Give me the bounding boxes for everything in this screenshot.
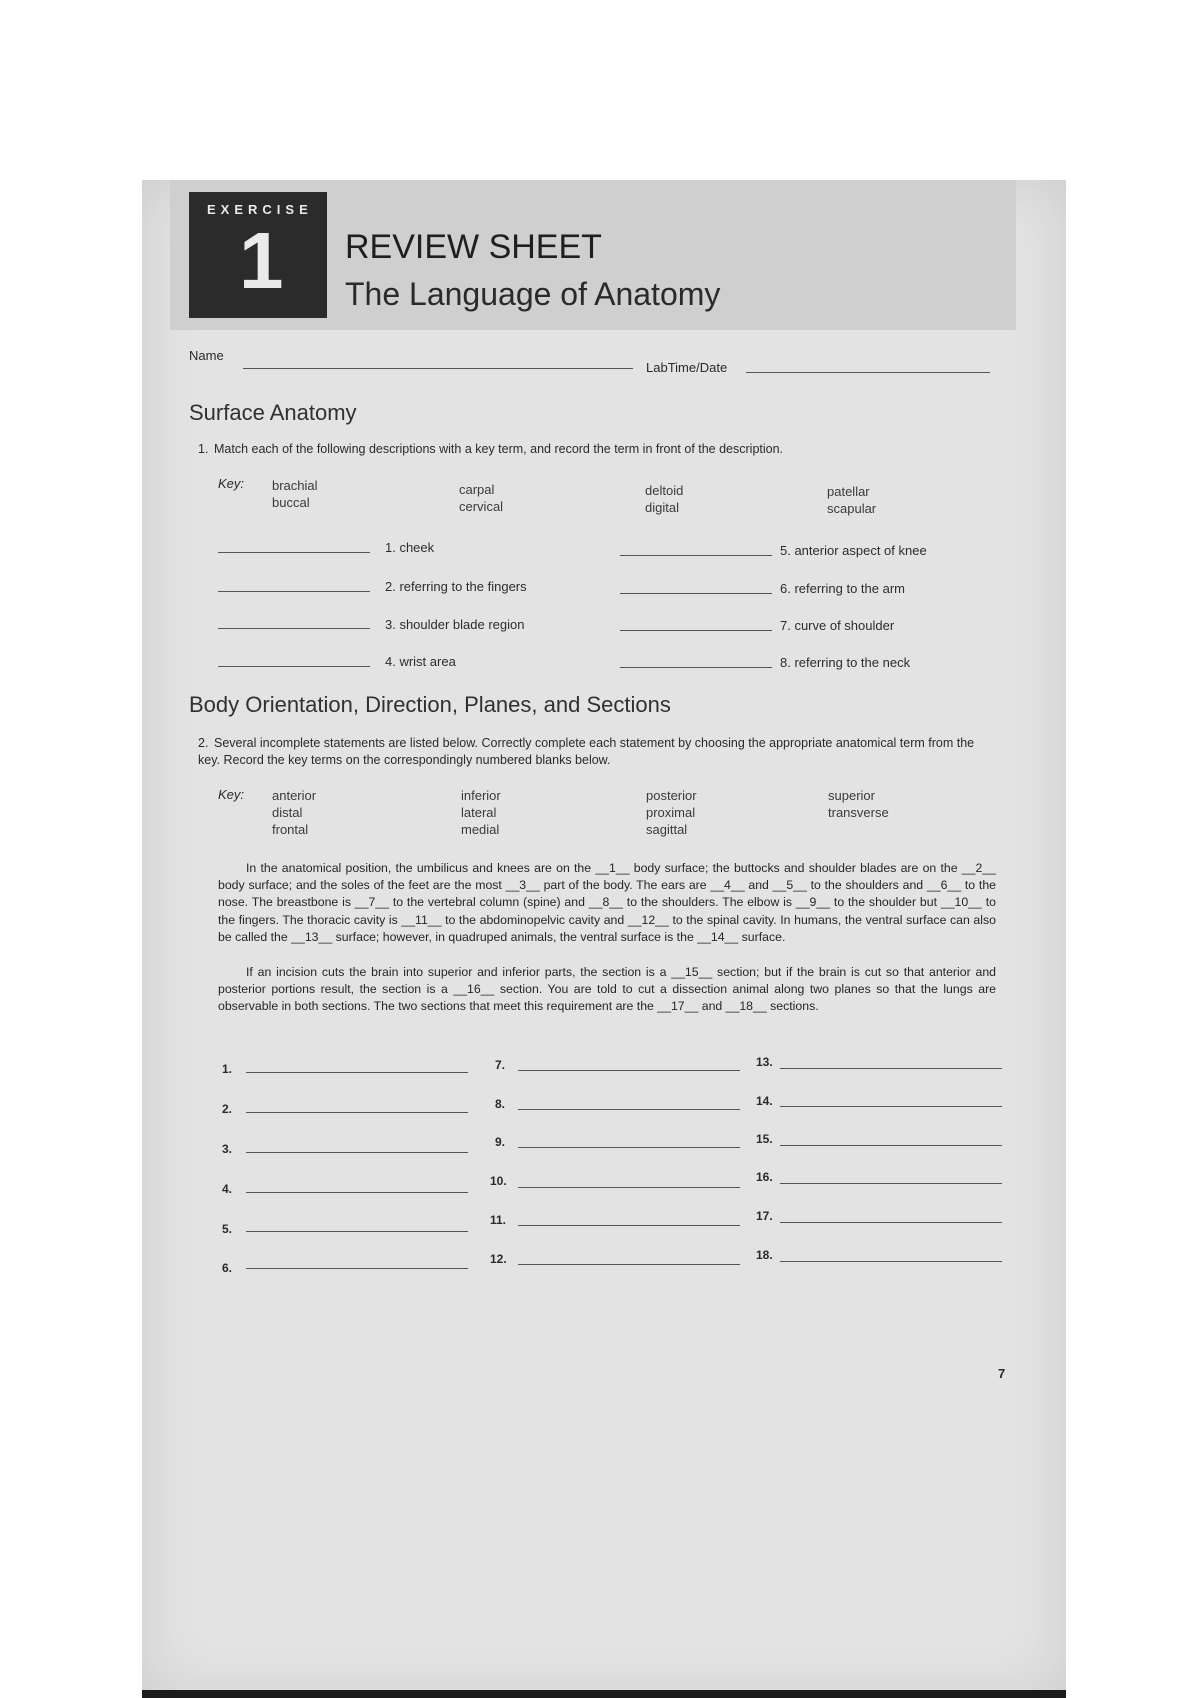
key-label: Key: (218, 476, 245, 491)
section-title-body-orientation: Body Orientation, Direction, Planes, and Sections (189, 692, 671, 717)
name-field[interactable] (243, 368, 633, 369)
key-term: inferior (461, 788, 501, 803)
answer-blank[interactable] (518, 1264, 740, 1265)
answer-number: 14. (756, 1094, 773, 1108)
question-text: Several incomplete statements are listed below. Correctly complete each statement by choosing the appropriate anatomical term from the key. Record the key terms on the correspondingly numbered blanks below. (198, 736, 975, 767)
key-term: patellar (827, 484, 870, 499)
answer-number: 15. (756, 1132, 773, 1146)
answer-number: 4. (222, 1182, 233, 1196)
answer-blank[interactable] (246, 1112, 468, 1113)
answer-blank[interactable] (218, 591, 370, 592)
key-term: brachial (272, 478, 318, 493)
question-2-instruction (198, 735, 994, 769)
answer-blank[interactable] (780, 1222, 1002, 1223)
review-sheet-title: REVIEW SHEET (345, 228, 602, 266)
key-column (272, 477, 318, 511)
answer-number: 11. (490, 1213, 507, 1227)
answer-blank[interactable] (780, 1261, 1002, 1262)
exercise-subtitle: The Language of Anatomy (345, 276, 721, 312)
answer-blank[interactable] (780, 1145, 1002, 1146)
answer-number: 13. (756, 1055, 773, 1069)
key-column (827, 483, 876, 517)
key-term: cervical (459, 499, 504, 514)
answer-number: 8. (495, 1097, 506, 1111)
page-bottom-edge (142, 1690, 1066, 1698)
key-term: buccal (272, 495, 310, 510)
exercise-number: 1 (239, 216, 284, 305)
answer-blank[interactable] (218, 628, 370, 629)
key-term: lateral (461, 805, 497, 820)
answer-blank[interactable] (780, 1183, 1002, 1184)
answer-number: 12. (490, 1252, 507, 1266)
answer-number: 16. (756, 1170, 773, 1184)
key-label: Key: (218, 787, 245, 802)
key-column (459, 481, 503, 515)
answer-number: 6. (222, 1261, 233, 1275)
answer-blank[interactable] (518, 1070, 740, 1071)
answer-number: 9. (495, 1135, 506, 1149)
answer-number: 5. (222, 1222, 233, 1236)
answer-number: 17. (756, 1209, 773, 1223)
name-label: Name (189, 348, 224, 363)
key-term: medial (461, 822, 500, 837)
key-term: frontal (272, 822, 309, 837)
answer-blank[interactable] (620, 667, 772, 668)
statement-paragraph (218, 964, 996, 1016)
match-item: 2. referring to the fingers (385, 579, 527, 594)
key-term: posterior (646, 788, 697, 803)
match-item: 3. shoulder blade region (385, 617, 525, 632)
key-term: superior (828, 788, 875, 803)
answer-blank[interactable] (218, 666, 370, 667)
answer-number: 7. (495, 1058, 506, 1072)
answer-blank[interactable] (620, 630, 772, 631)
answer-number: 3. (222, 1142, 233, 1156)
match-item: 7. curve of shoulder (780, 618, 895, 633)
question-number: 1. (198, 442, 209, 456)
paragraph-text: In the anatomical position, the umbilicus and knees are on the __1__ body surface; the buttocks and shoulder blades are on the __2__ body surface; and the soles of the feet are the most __3__ part of the body. The ears are __4__ and __5__ to the shoulders and __6__ to the nose. The breastbone is __7__ to the vertebral column (spine) and __8__ to the shoulders. The elbow is __9__ to the shoulder but __10__ to the fingers. The thoracic cavity is __11__ to the abdominopelvic cavity and __12__ to the spinal cavity. In humans, the ventral surface can also be called the __13__ surface; however, in quadruped animals, the ventral surface is the __14__ surface. (218, 861, 996, 944)
key-term: anterior (272, 788, 317, 803)
question-1-instruction (198, 441, 978, 458)
match-item: 6. referring to the arm (780, 581, 905, 596)
answer-number: 2. (222, 1102, 233, 1116)
exercise-badge (189, 192, 327, 318)
question-number: 2. (198, 736, 209, 750)
answer-blank[interactable] (518, 1225, 740, 1226)
paragraph-text: If an incision cuts the brain into superior and inferior parts, the section is a __15__ section; but if the brain is cut so that anterior and posterior portions result, the section is a __16__ section. You are told to cut a dissection animal along two planes so that the lungs are observable in both sections. The two sections that meet this requirement are the __17__ and __18__ sections. (218, 965, 996, 1014)
answer-blank[interactable] (246, 1231, 468, 1232)
section-title-surface-anatomy: Surface Anatomy (189, 400, 357, 425)
lab-time-date-label: LabTime/Date (646, 360, 728, 375)
statement-paragraph (218, 860, 996, 946)
key-column (645, 482, 683, 516)
key-term: sagittal (646, 822, 688, 837)
answer-blank[interactable] (518, 1147, 740, 1148)
exercise-label: EXERCISE (207, 202, 313, 217)
key-column (461, 787, 501, 838)
answer-blank[interactable] (780, 1068, 1002, 1069)
answer-blank[interactable] (518, 1109, 740, 1110)
key-column (272, 787, 316, 838)
answer-number: 1. (222, 1062, 233, 1076)
answer-blank[interactable] (218, 552, 370, 553)
answer-blank[interactable] (246, 1152, 468, 1153)
lab-time-date-field[interactable] (746, 372, 990, 373)
answer-number: 18. (756, 1248, 773, 1262)
key-term: carpal (459, 482, 495, 497)
key-term: deltoid (645, 483, 684, 498)
answer-blank[interactable] (620, 593, 772, 594)
key-term: transverse (828, 805, 889, 820)
answer-number: 10. (490, 1174, 507, 1188)
match-item: 5. anterior aspect of knee (780, 543, 927, 558)
match-item: 8. referring to the neck (780, 655, 911, 670)
key-column (828, 787, 889, 821)
key-term: scapular (827, 501, 877, 516)
match-item: 1. cheek (385, 540, 435, 555)
answer-blank[interactable] (780, 1106, 1002, 1107)
answer-blank[interactable] (620, 555, 772, 556)
key-term: digital (645, 500, 679, 515)
key-term: distal (272, 805, 303, 820)
key-term: proximal (646, 805, 696, 820)
answer-blank[interactable] (246, 1192, 468, 1193)
answer-blank[interactable] (246, 1072, 468, 1073)
page-number: 7 (998, 1366, 1006, 1381)
question-text: Match each of the following descriptions with a key term, and record the term in front of the description. (214, 442, 784, 456)
answer-blank[interactable] (246, 1268, 468, 1269)
key-column (646, 787, 697, 838)
answer-blank[interactable] (518, 1187, 740, 1188)
match-item: 4. wrist area (385, 654, 456, 669)
